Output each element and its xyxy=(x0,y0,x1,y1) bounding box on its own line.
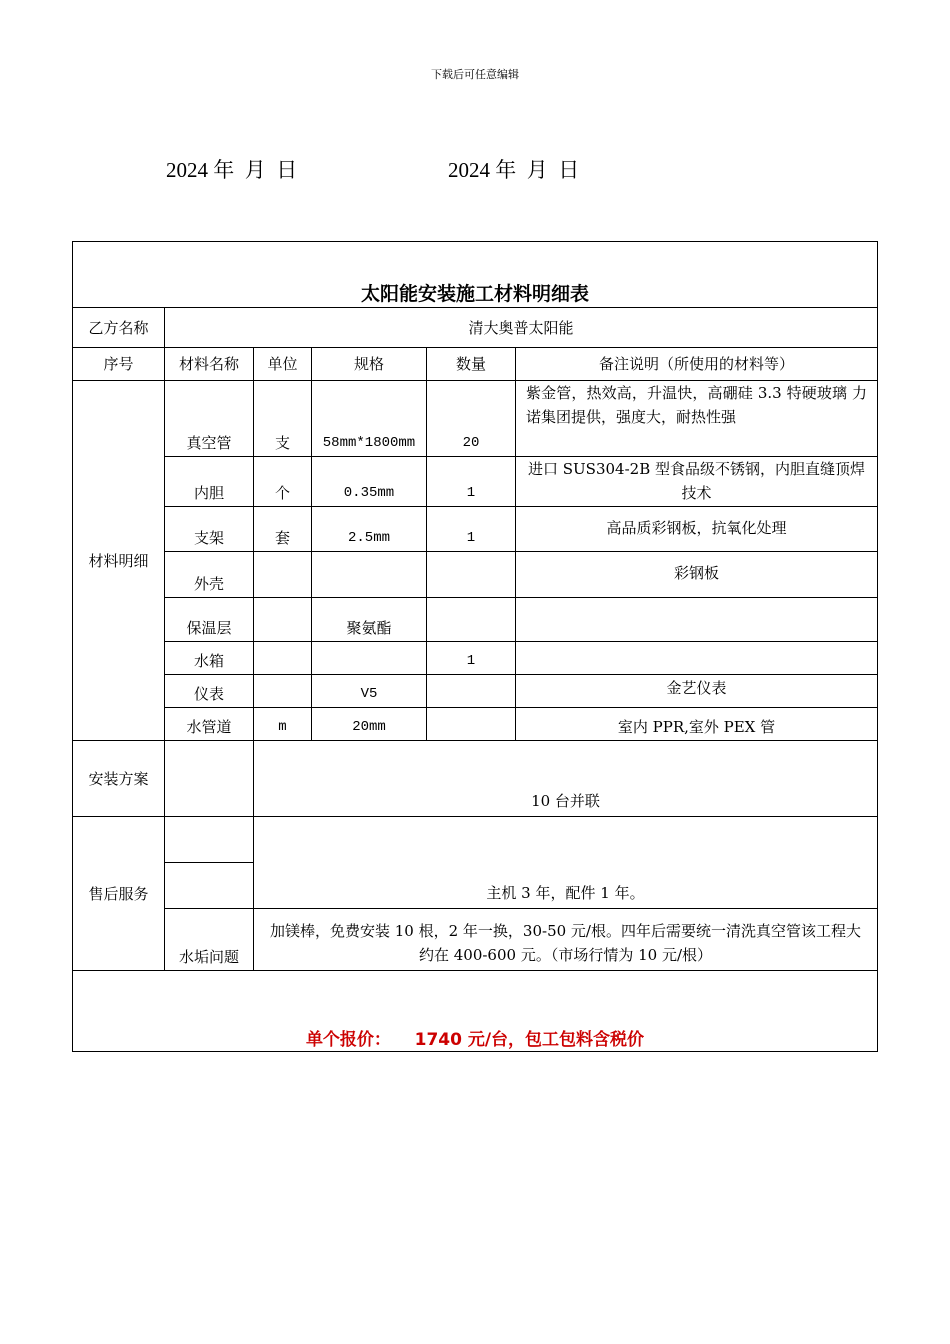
service-empty-cell xyxy=(164,862,254,909)
scale-label: 水垢问题 xyxy=(164,908,254,971)
price-text: 单个报价： 1740 元/台，包工包料含税价 xyxy=(305,1030,645,1050)
date-left: 2024 年 月 日 xyxy=(166,158,298,182)
row-note: 紫金管，热效高，升温快，高硼硅 3.3 特硬玻璃 力诺集团提供，强度大，耐热性强 xyxy=(515,380,878,457)
row-qty xyxy=(426,707,516,741)
row-unit xyxy=(253,597,312,642)
row-name: 真空管 xyxy=(164,380,254,457)
row-name: 水箱 xyxy=(164,641,254,675)
row-note: 彩钢板 xyxy=(515,551,878,598)
row-spec: 2.5mm xyxy=(311,506,427,552)
header-note: 下载后可任意编辑 xyxy=(431,68,519,81)
service-value: 主机 3 年，配件 1 年。 xyxy=(253,816,878,909)
row-note: 室内 PPR,室外 PEX 管 xyxy=(515,707,878,741)
row-spec: V5 xyxy=(311,674,427,708)
row-unit: 支 xyxy=(253,380,312,457)
header-qty: 数量 xyxy=(426,347,516,381)
row-unit xyxy=(253,674,312,708)
install-empty-cell xyxy=(164,740,254,817)
header-spec: 规格 xyxy=(311,347,427,381)
row-note xyxy=(515,597,878,642)
row-qty: 1 xyxy=(426,506,516,552)
install-value: 10 台并联 xyxy=(253,740,878,817)
row-note: 进口 SUS304-2B 型食品级不锈钢，内胆直缝顶焊技术 xyxy=(515,456,878,507)
row-qty: 20 xyxy=(426,380,516,457)
row-spec xyxy=(311,641,427,675)
date-right: 2024 年 月 日 xyxy=(448,158,580,182)
party-value: 清大奥普太阳能 xyxy=(164,307,878,348)
row-name: 仪表 xyxy=(164,674,254,708)
scale-value: 加镁棒，免费安装 10 根，2 年一换，30-50 元/根。四年后需要统一清洗真空管该工程大约在 400-600 元。（市场行情为 10 元/根） xyxy=(253,908,878,971)
service-empty-cell xyxy=(164,816,254,863)
install-label: 安装方案 xyxy=(72,740,165,817)
row-spec xyxy=(311,551,427,598)
row-qty xyxy=(426,597,516,642)
header-index: 序号 xyxy=(72,347,165,381)
row-unit: 套 xyxy=(253,506,312,552)
row-name: 支架 xyxy=(164,506,254,552)
row-spec: 0.35mm xyxy=(311,456,427,507)
row-note: 高品质彩钢板，抗氧化处理 xyxy=(515,506,878,552)
row-unit: 个 xyxy=(253,456,312,507)
materials-group-label: 材料明细 xyxy=(72,380,165,741)
row-qty xyxy=(426,674,516,708)
header-name: 材料名称 xyxy=(164,347,254,381)
row-name: 内胆 xyxy=(164,456,254,507)
row-note: 金艺仪表 xyxy=(515,674,878,708)
row-note xyxy=(515,641,878,675)
party-label: 乙方名称 xyxy=(72,307,165,348)
row-qty xyxy=(426,551,516,598)
price-cell xyxy=(72,970,878,1052)
table-title: 太阳能安装施工材料明细表 xyxy=(72,241,878,308)
materials-table xyxy=(72,241,878,1052)
row-spec: 20mm xyxy=(311,707,427,741)
header-note: 备注说明（所使用的材料等） xyxy=(515,347,878,381)
service-label: 售后服务 xyxy=(72,816,165,971)
row-unit: m xyxy=(253,707,312,741)
row-name: 外壳 xyxy=(164,551,254,598)
row-unit xyxy=(253,551,312,598)
row-qty: 1 xyxy=(426,641,516,675)
header-unit: 单位 xyxy=(253,347,312,381)
row-spec: 58mm*1800mm xyxy=(311,380,427,457)
row-name: 水管道 xyxy=(164,707,254,741)
row-name: 保温层 xyxy=(164,597,254,642)
row-spec: 聚氨酯 xyxy=(311,597,427,642)
row-unit xyxy=(253,641,312,675)
row-qty: 1 xyxy=(426,456,516,507)
